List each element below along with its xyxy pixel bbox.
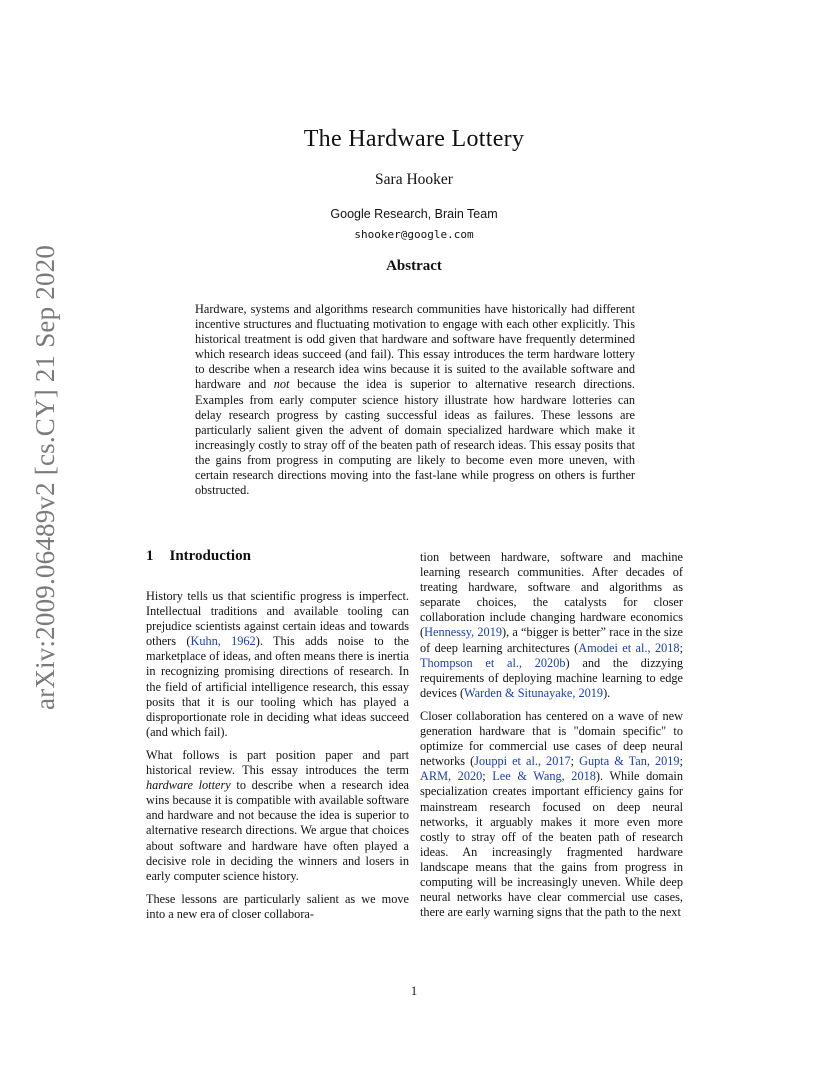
author-name: Sara Hooker: [375, 171, 453, 188]
citation-link[interactable]: Jouppi et al., 2017: [474, 754, 571, 769]
left-column: [146, 589, 409, 930]
text-run: Closer collaboration has centered on a wave of new generation hardware that is "domain specific" to optimize for commercial use cases of deep neural networks (: [420, 708, 683, 769]
arxiv-identifier-stamp: arXiv:2009.06489v2 [cs.CY] 21 Sep 2020: [30, 244, 60, 710]
paragraph: [146, 589, 409, 740]
citation-link[interactable]: Lee & Wang, 2018: [492, 769, 596, 784]
citation-link[interactable]: Thompson et al., 2020b: [420, 655, 566, 670]
text-run: These lessons are particularly salient as we move into a new era of closer collabora-: [146, 891, 409, 921]
text-run: ;: [679, 754, 684, 769]
abstract-heading: Abstract: [386, 258, 442, 274]
paragraph: [146, 748, 409, 884]
abstract-emphasis: not: [273, 377, 290, 392]
citation-link[interactable]: Hennessy, 2019: [424, 625, 502, 640]
citation-link[interactable]: Kuhn, 1962: [190, 634, 256, 649]
citation-link[interactable]: Gupta & Tan, 2019: [579, 754, 680, 769]
section-title: Introduction: [169, 548, 251, 564]
text-run: ).: [603, 685, 611, 700]
text-run: tion between hardware, software and machine learning research communities. After decades of treating hardware, software and algorithms as separate choices, the catalysts for closer collaboration include changing hardware economics (: [420, 550, 683, 640]
text-run: ;: [482, 769, 493, 784]
text-run: ;: [570, 754, 580, 769]
paper-title: The Hardware Lottery: [303, 126, 525, 152]
right-column: [420, 550, 683, 928]
abstract-text: Hardware, systems and algorithms research communities have historically had different incentive structures and fluctuating motivation to engage with each other explicitly. This historical treatment is odd given that hardware and software have frequently determined which research ideas succeed (and fail). This essay introduces the term hardware lottery to describe when a research idea wins because it is suited to the available software and hardware and: [195, 302, 635, 392]
section-number: 1: [146, 548, 154, 564]
page-number: 1: [410, 984, 418, 998]
text-run: to describe when a research idea wins because it is compatible with available software and hardware and not because the idea is superior to alternative research directions. We argue that choices about software and hardware have often played a decisive role in deciding the winners and losers in early computer science history.: [146, 778, 409, 883]
text-run: ;: [679, 640, 683, 655]
citation-link[interactable]: Amodei et al., 2018: [578, 640, 680, 655]
text-run: What follows is part position paper and part historical review. This essay introduces the term: [146, 747, 409, 778]
abstract-body: [195, 302, 635, 498]
text-run: ), a “bigger is better” race in the size of deep learning architectures (: [420, 625, 683, 655]
paragraph: [420, 550, 683, 701]
author-email: shooker@google.com: [354, 228, 474, 241]
text-run: ). While domain specialization creates important efficiency gains for mainstream research focused on deep neural networks, it arguably makes it more even more costly to stray off of the beaten path of research ideas. An increasingly fragmented hardware landscape means that the gains from progress in computing will be increasingly uneven. While deep neural networks have clear commercial use cases, there are early warning signs that the path to the next: [420, 769, 683, 920]
text-run: History tells us that scientific progress is imperfect. Intellectual traditions and available tooling can prejudice scientists against certain ideas and towards others (: [146, 589, 409, 649]
paragraph: [420, 709, 683, 920]
citation-link[interactable]: ARM, 2020: [420, 769, 483, 784]
abstract-text: because the idea is superior to alternative research directions. Examples from early computer science history illustrate how hardware lotteries can delay research progress by casting successful ideas as failures. These lessons are particularly salient given the advent of domain specialized hardware which make it increasingly costly to stray off of the beaten path of research ideas. This essay posits that the gains from progress in computing are likely to become even more uneven, with certain research directions moving into the fast-lane while progress on others is further obstructed.: [195, 377, 635, 498]
emphasis: hardware lottery: [146, 778, 231, 793]
citation-link[interactable]: Warden & Situnayake, 2019: [464, 685, 604, 700]
paragraph: [146, 892, 409, 922]
section-heading: [146, 548, 251, 565]
text-run: ) and the dizzying requirements of deploying machine learning to edge devices (: [420, 655, 683, 700]
text-run: ). This adds noise to the marketplace of ideas, and often means there is inertia in recognizing promising directions of research. In the field of artificial intelligence research, this essay posits that it is our tooling which has played a disproportionate role in deciding what ideas succeed (and which fail).: [146, 634, 409, 739]
author-affiliation: Google Research, Brain Team: [330, 207, 498, 221]
